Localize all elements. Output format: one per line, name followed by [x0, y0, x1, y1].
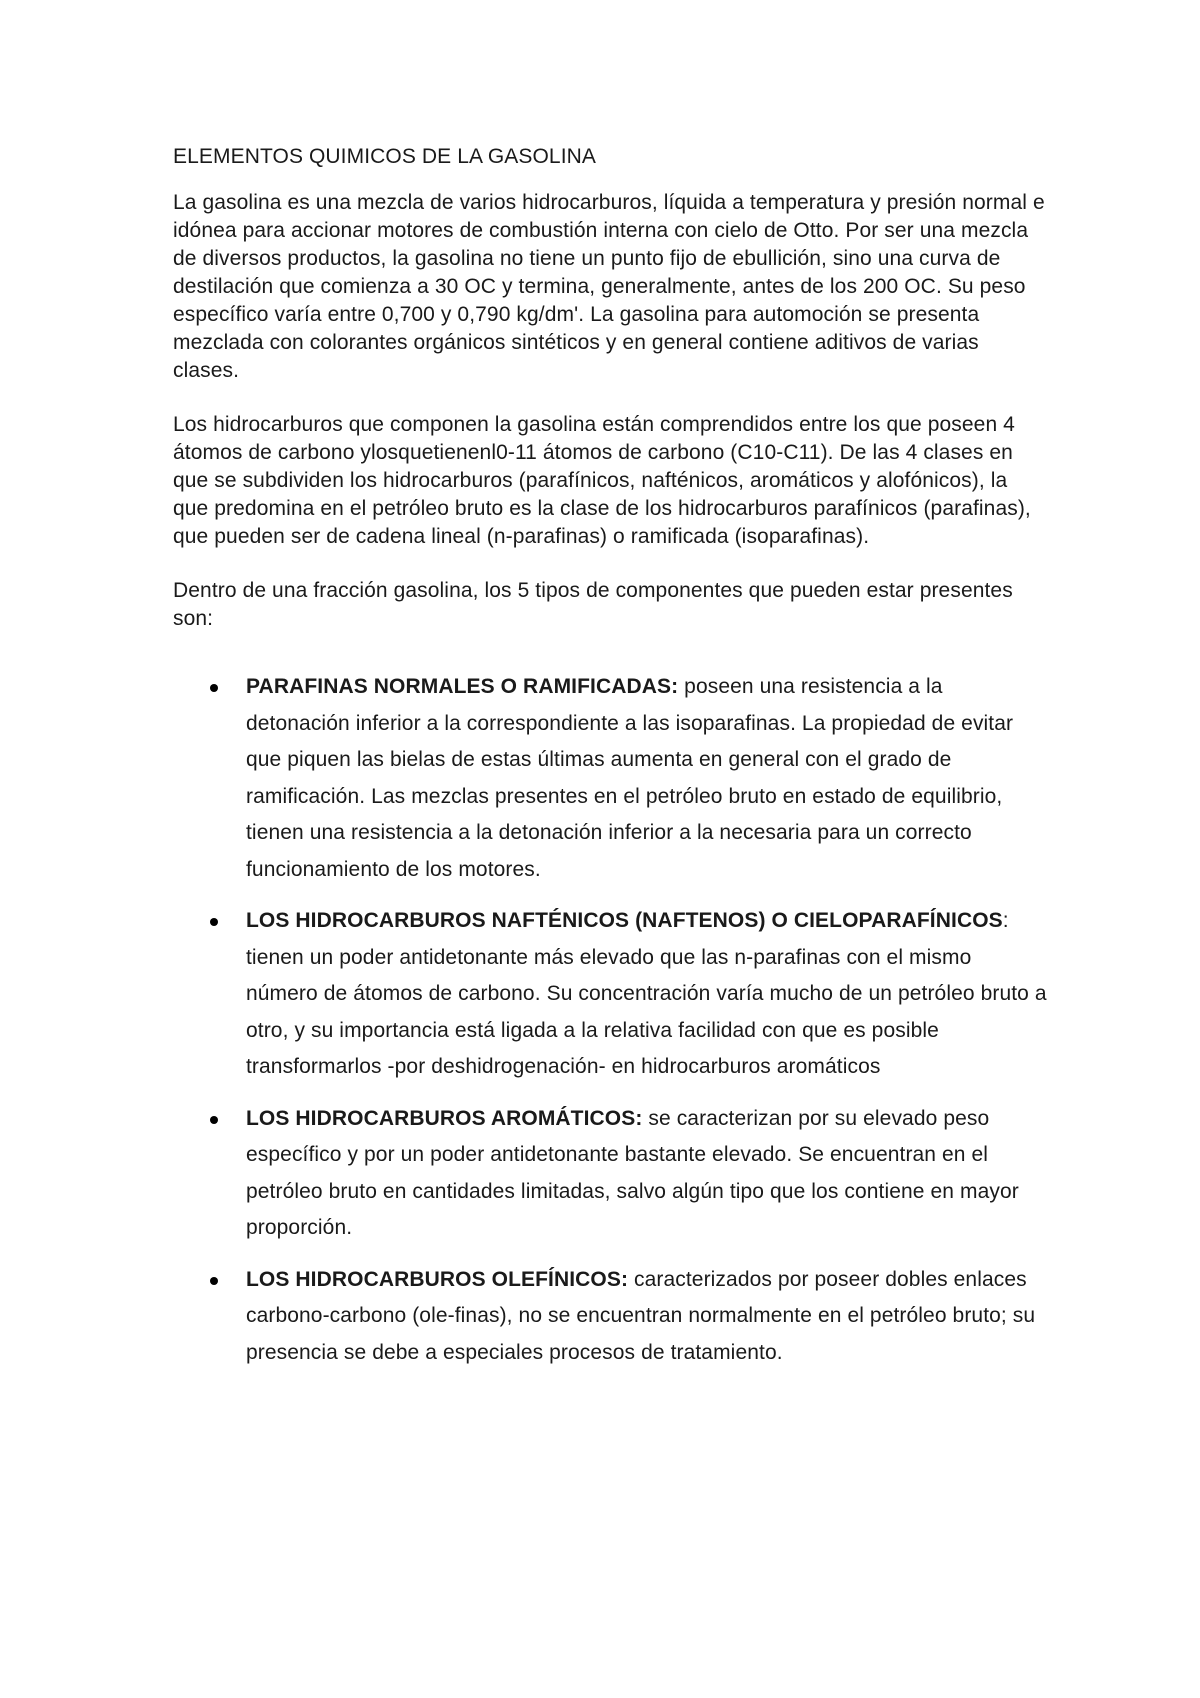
list-item-parafinas: [173, 669, 1048, 888]
paragraph-hydrocarbons: Los hidrocarburos que componen la gasolina están comprendidos entre los que poseen 4 átomos de carbono ylosquetienenl0-11 átomos de carbono (C10-C11). De las 4 clases en que se subdividen los hidrocarburos (parafínicos, nafténicos, aromáticos y alofónicos), la que predomina en el petróleo bruto es la clase de los hidrocarburos parafínicos (parafinas), que pueden ser de cadena lineal (n-parafinas) o ramificada (isoparafinas).: [173, 413, 1031, 548]
paragraph-components-intro: Dentro de una fracción gasolina, los 5 tipos de componentes que pueden estar presentes son:: [173, 579, 1013, 630]
bullet-icon: [210, 918, 218, 926]
list-item-term: LOS HIDROCARBUROS OLEFÍNICOS:: [246, 1267, 629, 1291]
list-item-term: LOS HIDROCARBUROS NAFTÉNICOS (NAFTENOS) O CIELOPARAFÍNICOS: [246, 909, 1003, 932]
bullet-icon: [210, 1116, 218, 1124]
list-item-term: LOS HIDROCARBUROS AROMÁTICOS:: [246, 1106, 643, 1130]
list-item-naftenicos: [173, 903, 1048, 1086]
list-item-text: : tienen un poder antidetonante más elevado que las n-parafinas con el mismo número de átomos de carbono. Su concentración varía mucho de un petróleo bruto a otro, y su importancia está ligada a la relativa facilidad con que es posible transformarlos -por deshidrogenación- en hidrocarburos aromáticos: [246, 909, 1047, 1078]
components-list: [173, 669, 1048, 1371]
list-item-text: se caracterizan por su elevado peso específico y por un poder antidetonante bastante elevado. Se encuentran en el petróleo bruto en cantidades limitadas, salvo algún tipo que los contiene en mayor proporción.: [246, 1106, 1019, 1239]
list-item-text: caracterizados por poseer dobles enlaces carbono-carbono (ole-finas), no se encuentran normalmente en el petróleo bruto; su presencia se debe a especiales procesos de tratamiento.: [246, 1267, 1036, 1364]
list-item-text: poseen una resistencia a la detonación inferior a la correspondiente a las isoparafinas. La propiedad de evitar que piquen las bielas de estas últimas aumenta en general con el grado de ramificación. Las mezclas presentes en el petróleo bruto en estado de equilibrio, tienen una resistencia a la detonación inferior a la necesaria para un correcto funcionamiento de los motores.: [246, 675, 1014, 881]
document-body: [173, 143, 1048, 1386]
list-item-term: PARAFINAS NORMALES O RAMIFICADAS:: [246, 675, 679, 698]
list-item-aromaticos: [173, 1101, 1048, 1247]
list-item-olefinicos: [173, 1262, 1048, 1372]
bullet-icon: [210, 684, 218, 692]
bullet-icon: [210, 1277, 218, 1285]
paragraph-intro: La gasolina es una mezcla de varios hidrocarburos, líquida a temperatura y presión normal e idónea para accionar motores de combustión interna con cielo de Otto. Por ser una mezcla de diversos productos, la gasolina no tiene un punto fijo de ebullición, sino una curva de destilación que comienza a 30 OC y termina, generalmente, antes de los 200 OC. Su peso específico varía entre 0,700 y 0,790 kg/dm'. La gasolina para automoción se presenta mezclada con colorantes orgánicos sintéticos y en general contiene aditivos de varias clases.: [173, 191, 1045, 382]
document-title: ELEMENTOS QUIMICOS DE LA GASOLINA: [173, 145, 597, 168]
